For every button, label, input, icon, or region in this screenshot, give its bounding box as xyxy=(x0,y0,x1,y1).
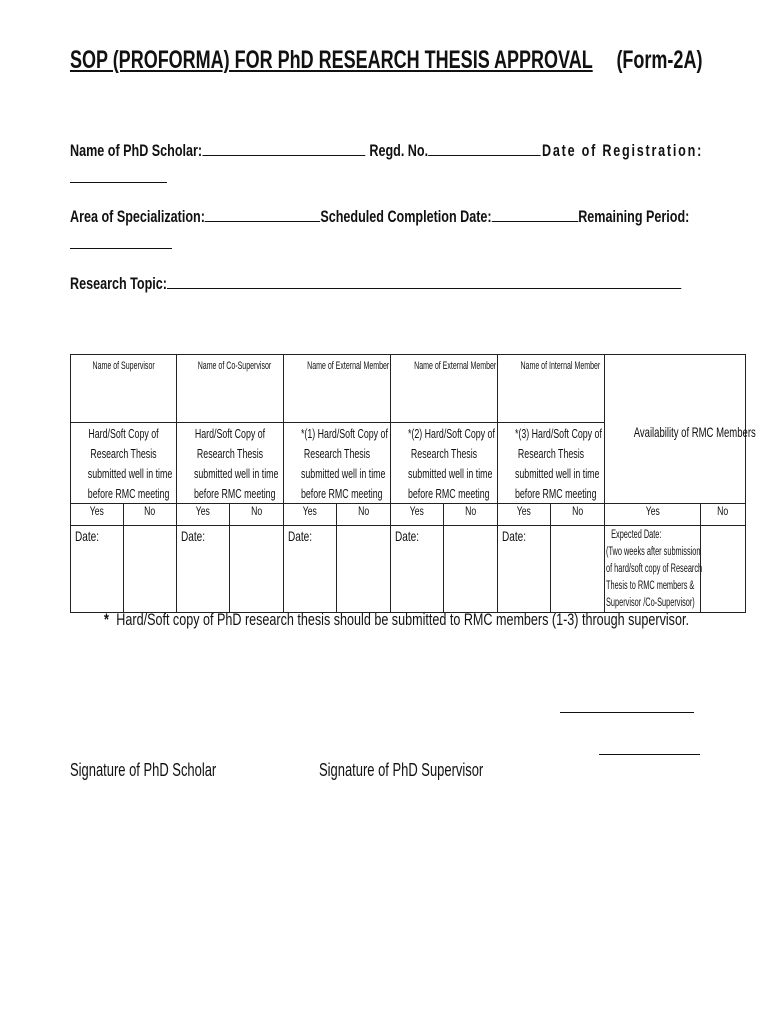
regd-no-field[interactable] xyxy=(428,140,540,156)
date-cell[interactable]: Date: xyxy=(177,526,230,613)
footnote xyxy=(104,610,770,630)
rmc-availability-header: Availability of RMC Members xyxy=(605,355,746,504)
remaining-period-label: Remaining Period: xyxy=(578,207,690,226)
no-cell[interactable]: No xyxy=(551,504,605,526)
no-cell[interactable]: No xyxy=(337,504,391,526)
date-cell[interactable]: Date: xyxy=(284,526,337,613)
form-header xyxy=(70,46,702,80)
remaining-period-field[interactable] xyxy=(70,236,172,249)
yes-cell[interactable]: Yes xyxy=(391,504,444,526)
date-cell-empty[interactable] xyxy=(551,526,605,613)
date-cell-empty[interactable] xyxy=(337,526,391,613)
date-cell-empty[interactable] xyxy=(230,526,284,613)
regd-no-label: Regd. No. xyxy=(369,141,429,160)
yes-cell[interactable]: Yes xyxy=(177,504,230,526)
internal-member-name-cell[interactable]: Name of Internal Member xyxy=(498,355,605,423)
footnote-marker: * xyxy=(104,610,109,629)
page-title: SOP (PROFORMA) FOR PhD RESEARCH THESIS APPROVAL xyxy=(70,46,593,74)
scholar-line xyxy=(70,140,770,161)
specialization-line xyxy=(70,206,770,227)
completion-date-field[interactable] xyxy=(492,206,579,222)
scholar-name-field[interactable] xyxy=(202,140,365,156)
scholar-name-label: Name of PhD Scholar: xyxy=(70,141,203,160)
date-cell-empty[interactable] xyxy=(701,526,746,613)
yes-cell[interactable]: Yes xyxy=(284,504,337,526)
signature-line-scholar[interactable] xyxy=(560,712,694,713)
topic-line xyxy=(70,273,770,294)
date-cell-empty[interactable] xyxy=(444,526,498,613)
topic-field[interactable] xyxy=(167,273,681,289)
yes-cell[interactable]: Yes xyxy=(71,504,124,526)
specialization-field[interactable] xyxy=(205,206,320,222)
supervisor-name-cell[interactable]: Name of Supervisor xyxy=(71,355,177,423)
yes-cell[interactable]: Yes xyxy=(498,504,551,526)
external-member-1-name-cell[interactable]: Name of External Member xyxy=(284,355,391,423)
yes-cell[interactable]: Yes xyxy=(605,504,701,526)
scholar-signature-label: Signature of PhD Scholar xyxy=(70,760,217,780)
supervisor-signature-label: Signature of PhD Supervisor xyxy=(319,760,484,780)
copy-cell-external-2: *(2) Hard/Soft Copy of Research Thesis submitted well in time before RMC meeting xyxy=(391,423,498,504)
no-cell[interactable]: No xyxy=(124,504,177,526)
external-member-2-name-cell[interactable]: Name of External Member xyxy=(391,355,498,423)
registration-date-field[interactable] xyxy=(70,170,167,183)
no-cell[interactable]: No xyxy=(701,504,746,526)
no-cell[interactable]: No xyxy=(230,504,284,526)
date-cell-empty[interactable] xyxy=(124,526,177,613)
date-cell[interactable]: Date: xyxy=(71,526,124,613)
copy-cell-co-supervisor: Hard/Soft Copy of Research Thesis submitted well in time before RMC meeting xyxy=(177,423,284,504)
form-number: (Form-2A) xyxy=(616,46,702,74)
footnote-text: Hard/Soft copy of PhD research thesis should be submitted to RMC members (1-3) through supervisor. xyxy=(116,610,689,629)
specialization-label: Area of Specialization: xyxy=(70,207,205,226)
date-cell[interactable]: Date: xyxy=(498,526,551,613)
expected-date-cell[interactable]: Expected Date: (Two weeks after submission of hard/soft copy of Research Thesis to RMC members & Supervisor /Co-Supervisor) xyxy=(605,526,701,613)
topic-label: Research Topic: xyxy=(70,274,167,293)
no-cell[interactable]: No xyxy=(444,504,498,526)
copy-cell-internal: *(3) Hard/Soft Copy of Research Thesis submitted well in time before RMC meeting xyxy=(498,423,605,504)
approval-table xyxy=(70,354,756,613)
registration-date-label: Date of Registration: xyxy=(542,141,704,160)
date-cell[interactable]: Date: xyxy=(391,526,444,613)
copy-cell-supervisor: Hard/Soft Copy of Research Thesis submitted well in time before RMC meeting xyxy=(71,423,177,504)
signature-line-supervisor[interactable] xyxy=(599,754,700,755)
co-supervisor-name-cell[interactable]: Name of Co-Supervisor xyxy=(177,355,284,423)
copy-cell-external-1: *(1) Hard/Soft Copy of Research Thesis submitted well in time before RMC meeting xyxy=(284,423,391,504)
completion-date-label: Scheduled Completion Date: xyxy=(320,207,492,226)
